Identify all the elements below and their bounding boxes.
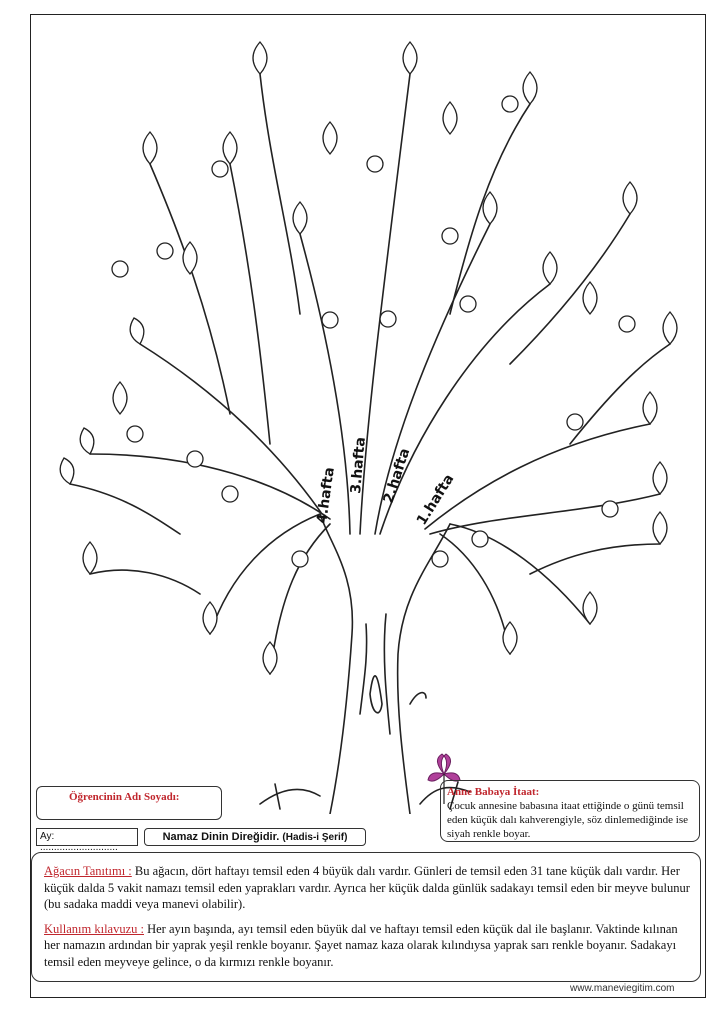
motto-text: Namaz Dinin Direğidir. — [162, 831, 280, 843]
guide-paragraph — [44, 921, 690, 971]
branch-label-week-1: 1.hafta — [413, 471, 458, 529]
tree-illustration — [30, 14, 706, 814]
obedience-text: Çocuk annesine babasına itaat ettiğinde o günü temsil eden küçük dalı kahverengiyle, söz dinlemediğinde ise siyah renkle boyar. — [447, 800, 689, 840]
guide-heading: Kullanım kılavuzu : — [44, 921, 144, 936]
obedience-box — [440, 780, 700, 842]
intro-heading: Ağacın Tanıtımı : — [44, 864, 132, 878]
branch-label-week-4: 4.hafta — [314, 466, 338, 525]
website-url: www.maneviegitim.com — [570, 983, 675, 994]
motto-box — [144, 828, 366, 846]
intro-paragraph — [44, 863, 690, 913]
month-field[interactable] — [36, 828, 138, 853]
student-name-box[interactable] — [36, 786, 222, 820]
month-label: Ay: ............................ — [40, 831, 118, 853]
obedience-title: Anne Babaya İtaat: — [447, 786, 540, 798]
info-box — [31, 852, 701, 982]
branch-week-4 — [90, 344, 330, 519]
intro-text: Bu ağacın, dört haftayı temsil eden 4 büyük dalı vardır. Günleri de temsil eden 31 tane küçük dalı vardır. Her küçük dalda 5 vakit namazı temsil eden yaprakları vardır. Ayrıca her küçük dalda günlük sadakayı temsil eden bir meyve bulunur (bu sadaka maddi veya manevi olabilir). — [44, 864, 690, 911]
branch-label-week-3: 3.hafta — [348, 436, 369, 495]
student-name-label: Öğrencinin Adı Soyadı: — [69, 791, 180, 803]
guide-text: Her ayın başında, ayı temsil eden büyük dal ve haftayı temsil eden küçük dal ile başlanır. Vaktinde kılınan her namazın ardından bir yaprak yeşil renkle boyanır. Şayet namaz kaza olarak kılındıysa yaprak sarı renkle boyanır. Sadakayı temsil eden meyveye gelince, o da kırmızı renkle boyanır. — [44, 921, 678, 969]
branch-label-week-2: 2.hafta — [380, 446, 414, 506]
motto-source: (Hadis-i Şerif) — [282, 832, 348, 843]
branch-week-1 — [425, 424, 660, 534]
